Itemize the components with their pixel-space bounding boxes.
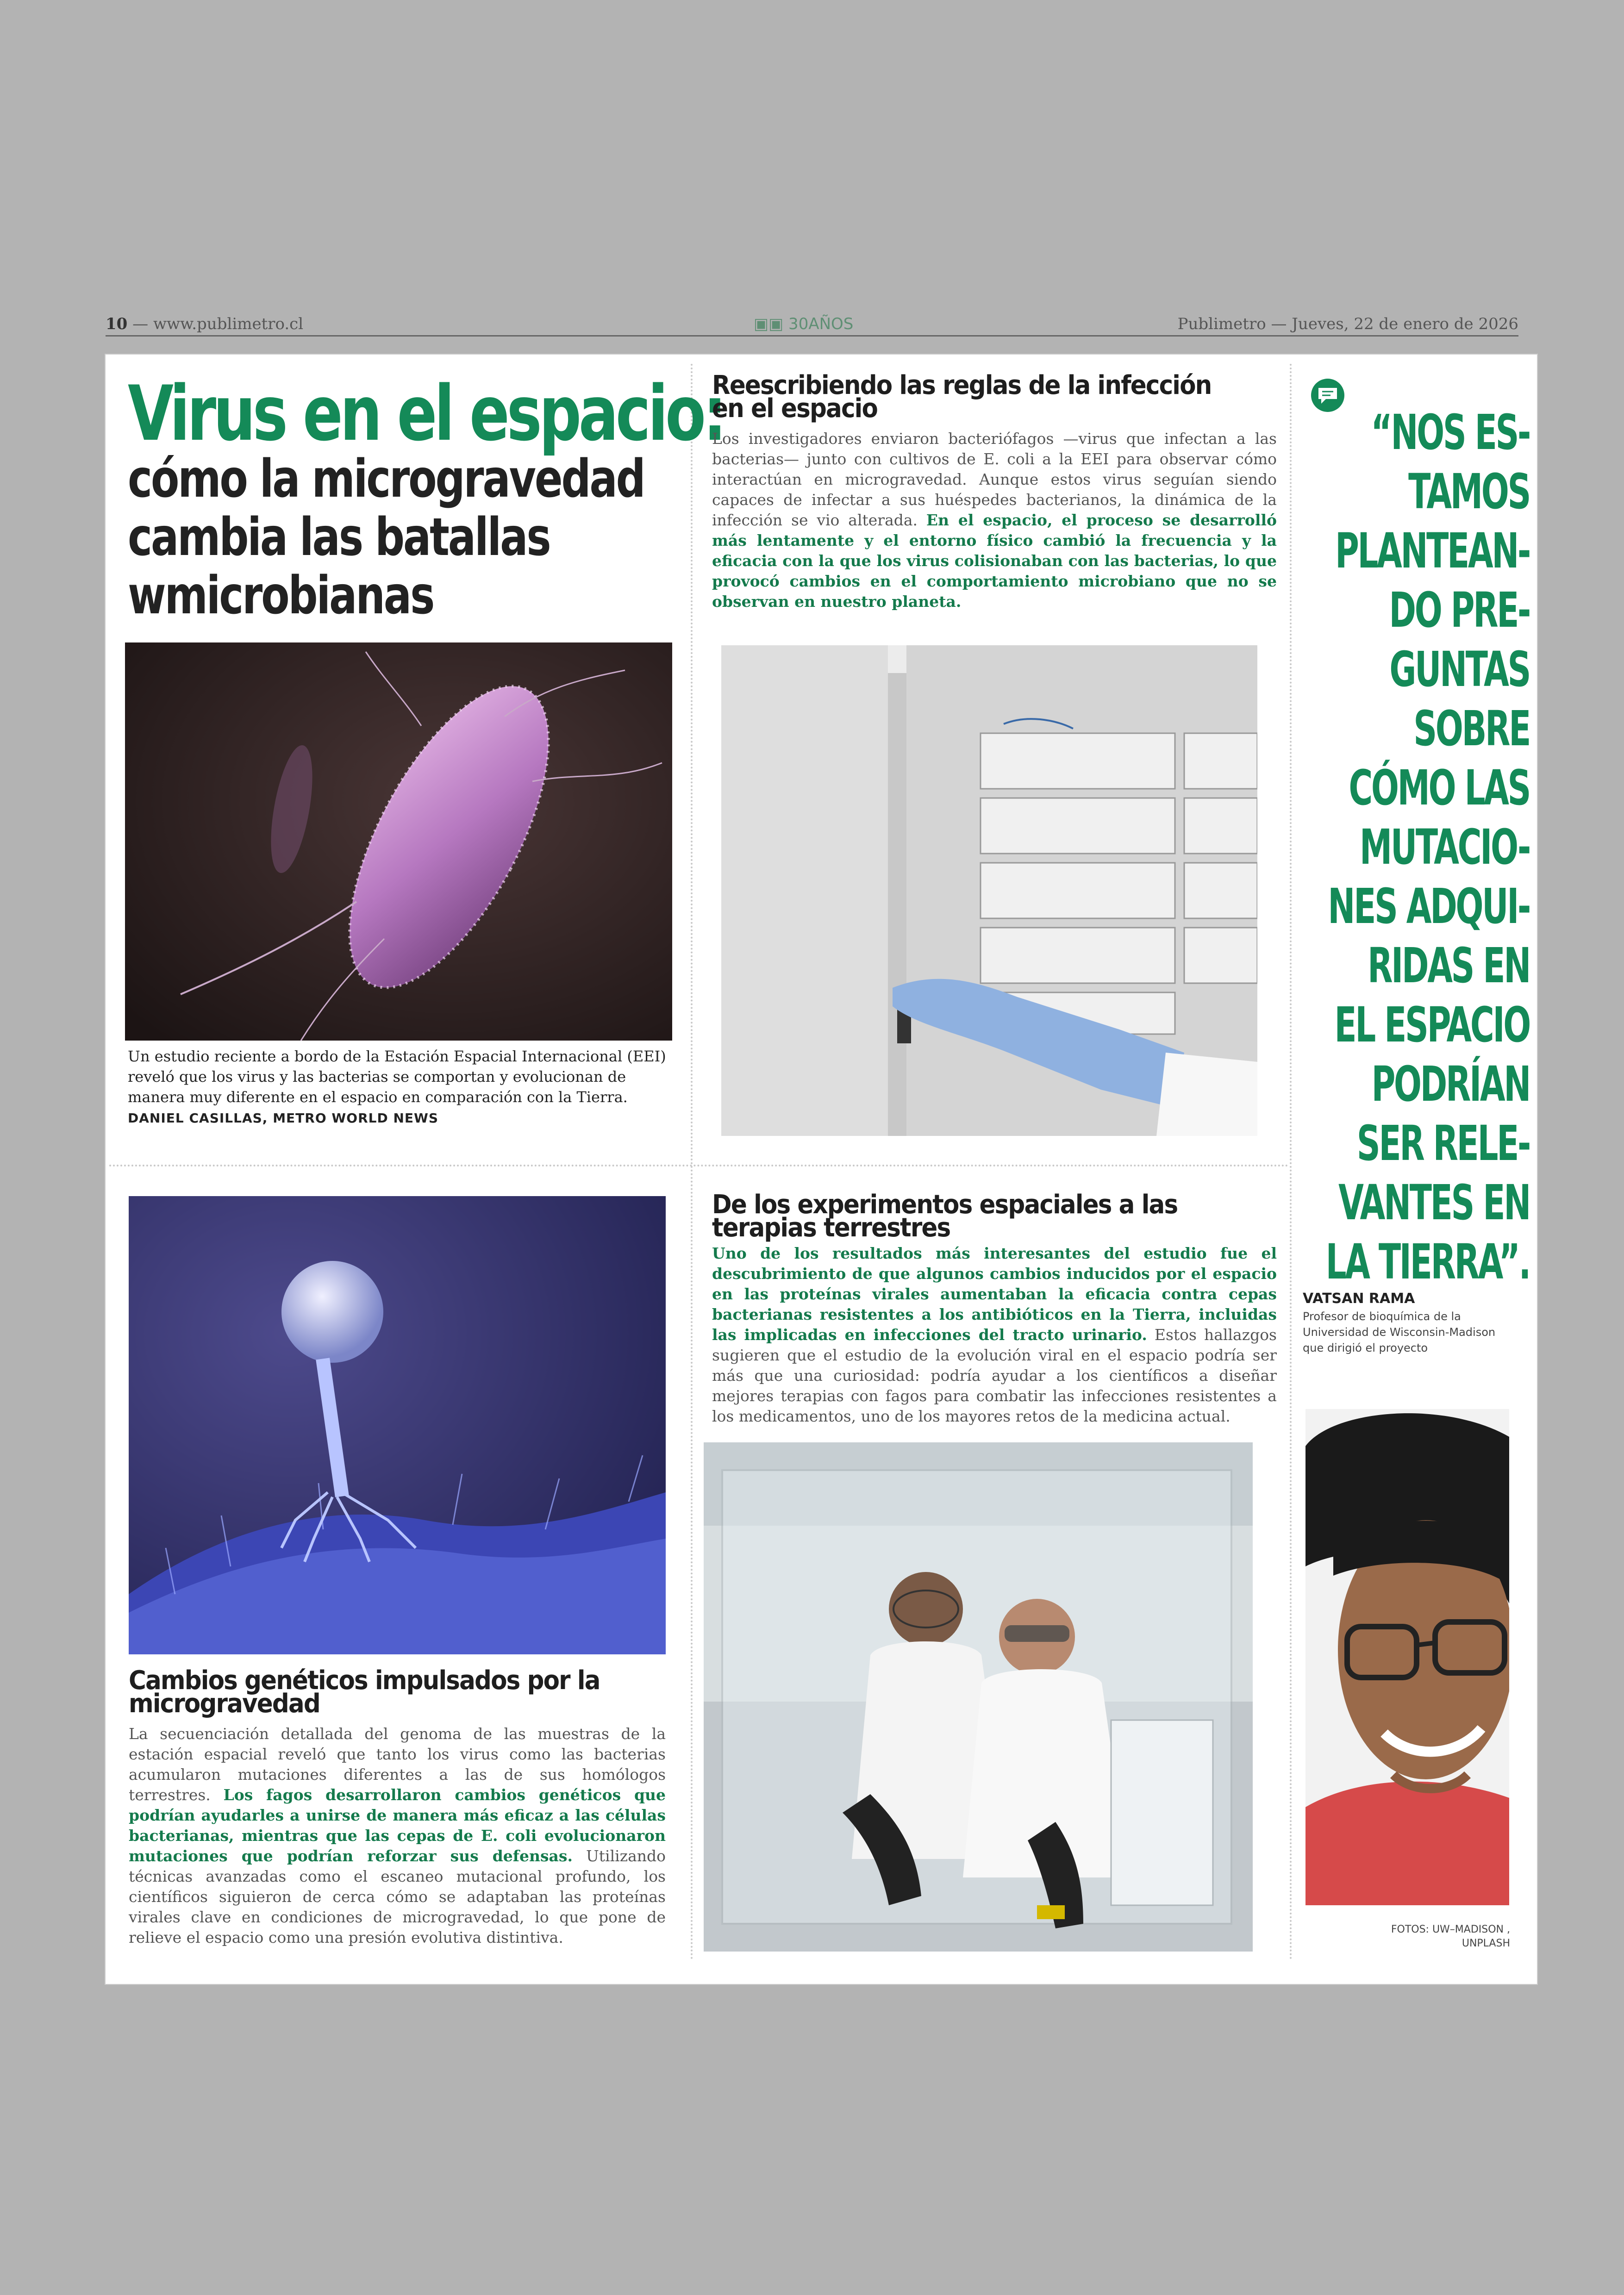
headline-line: cambia las batallas xyxy=(128,507,550,568)
body-plain: Estos hallazgos sugieren que el estudio de la evolución viral en el espacio podría ser más que una curiosidad: podría ayudar a los científicos a diseñar mejores terapias con fagos para combatir las infecciones resistentes a los medicamentos, uno de los mayores retos de la medicina actual. xyxy=(712,1326,1277,1425)
quote-line: VANTES EN xyxy=(1338,1174,1530,1231)
page-folio xyxy=(106,314,1518,337)
section-body xyxy=(129,1724,666,1948)
lead-photo-caption xyxy=(128,1046,669,1129)
section-genetic xyxy=(129,1665,666,1948)
quote-line: “NOS ES- xyxy=(1371,404,1530,461)
portrait-credit: FOTOS: UW–MADISON , UNPLASH xyxy=(1391,1924,1510,1949)
quote-text xyxy=(1309,403,1530,1291)
quote-attribution xyxy=(1303,1291,1516,1356)
main-headline-rest xyxy=(128,450,683,625)
section-infection xyxy=(712,370,1277,612)
column-divider-1 xyxy=(691,364,693,1961)
quote-line: MUTACIO- xyxy=(1359,819,1530,875)
quote-line: GUNTAS xyxy=(1389,641,1530,698)
quote-line: NES ADQUI- xyxy=(1328,878,1530,935)
site-url: — www.publimetro.cl xyxy=(132,315,304,333)
quote-line: CÓMO LAS xyxy=(1349,760,1530,816)
quote-line: PODRÍAN xyxy=(1371,1056,1530,1112)
body-plain: La secuenciación detallada del genoma de las muestras de la estación espacial reveló que tanto los virus como las bacterias acumularon mutaciones diferentes a las de sus homólogos terrestres. xyxy=(129,1725,666,1804)
quote-line: RIDAS EN xyxy=(1367,937,1530,994)
body-highlight: Los fagos desarrollaron cambios genéticos que podrían ayudarles a unirse de manera más eficaz a las células bacterianas, mientras que las cepas de E. coli evolucionaron mutaciones que podrían reforzar sus defensas. xyxy=(129,1786,666,1865)
quote-author-role: Profesor de bioquímica de la Universidad de Wisconsin-Madison que dirigió el proyecto xyxy=(1303,1310,1496,1354)
section-therapies xyxy=(712,1190,1277,1427)
main-headline-green: Virus en el espacio: xyxy=(128,369,724,458)
section-title: Cambios genéticos impulsados por la microgravedad xyxy=(129,1665,600,1719)
section-title: Reescribiendo las reglas de la infección en el espacio xyxy=(712,370,1212,424)
page-number: 10 xyxy=(106,315,128,333)
body-plain: Utilizando técnicas avanzadas como el escaneo mutacional profundo, los científicos siguieron de cerca cómo se adaptaban las proteínas virales clave en condiciones de microgravedad, lo que pone de relieve el espacio como una presión evolutiva distintiva. xyxy=(129,1847,666,1946)
caption-text: Un estudio reciente a bordo de la Estación Espacial Internacional (EEI) reveló que los virus y las bacterias se comportan y evolucionan de manera muy diferente en el espacio en comparación con la Tierra. xyxy=(128,1048,666,1106)
quote-line: DO PRE- xyxy=(1389,582,1530,638)
section-body xyxy=(712,1243,1277,1427)
bacteria-photo xyxy=(125,642,672,1041)
bacteriophage-photo xyxy=(129,1196,666,1654)
folio-left xyxy=(106,315,303,333)
body-plain: Los investigadores enviaron bacteriófagos —virus que infectan a las bacterias— junto con cultivos de E. coli a la EEI para observar cómo interactúan en microgravedad. Aunque estos virus seguían siendo capaces de infectar a sus huéspedes bacterianos, la dinámica de la infección se vio alterada. xyxy=(712,430,1277,529)
section-body xyxy=(712,429,1277,612)
quote-line: TAMOS xyxy=(1408,463,1530,520)
anniversary-logo: ▣▣ 30AÑOS xyxy=(754,315,854,333)
quote-author: VATSAN RAMA xyxy=(1303,1291,1415,1307)
quote-line: EL ESPACIO xyxy=(1334,997,1530,1053)
quote-line: PLANTEAN- xyxy=(1335,523,1530,579)
photo-credit: DANIEL CASILLAS, METRO WORLD NEWS xyxy=(128,1110,439,1126)
freezer-photo xyxy=(721,645,1257,1136)
body-highlight: En el espacio, el proceso se desarrolló más lentamente y el entorno físico cambió la frecuencia y la eficacia con la que los virus colisionaban con las bacterias, lo que provocó cambios en el comportamiento microbiano que no se observan en nuestro planeta. xyxy=(712,511,1277,611)
quote-line: LA TIERRA”. xyxy=(1325,1234,1530,1290)
date-line: Publimetro — Jueves, 22 de enero de 2026 xyxy=(1177,315,1518,333)
headline-line: wmicrobianas xyxy=(128,566,434,626)
vatsan-rama-portrait xyxy=(1305,1409,1509,1905)
newspaper-page xyxy=(106,355,1537,1984)
body-highlight: Uno de los resultados más interesantes del estudio fue el descubrimiento de que algunos cambios inducidos por el espacio en las proteínas virales aumentaban la eficacia contra cepas bacterianas resistentes a los antibióticos en la Tierra, incluidas las implicadas en infecciones del tracto urinario. xyxy=(712,1244,1277,1344)
row-divider xyxy=(109,1165,1289,1166)
lab-scientists-photo xyxy=(704,1442,1253,1952)
quote-line: SER RELE- xyxy=(1356,1115,1530,1172)
section-title: De los experimentos espaciales a las terapias terrestres xyxy=(712,1190,1178,1243)
headline-line: cómo la microgravedad xyxy=(128,449,644,509)
column-divider-2 xyxy=(1290,364,1292,1961)
quote-line: SOBRE xyxy=(1413,700,1530,757)
